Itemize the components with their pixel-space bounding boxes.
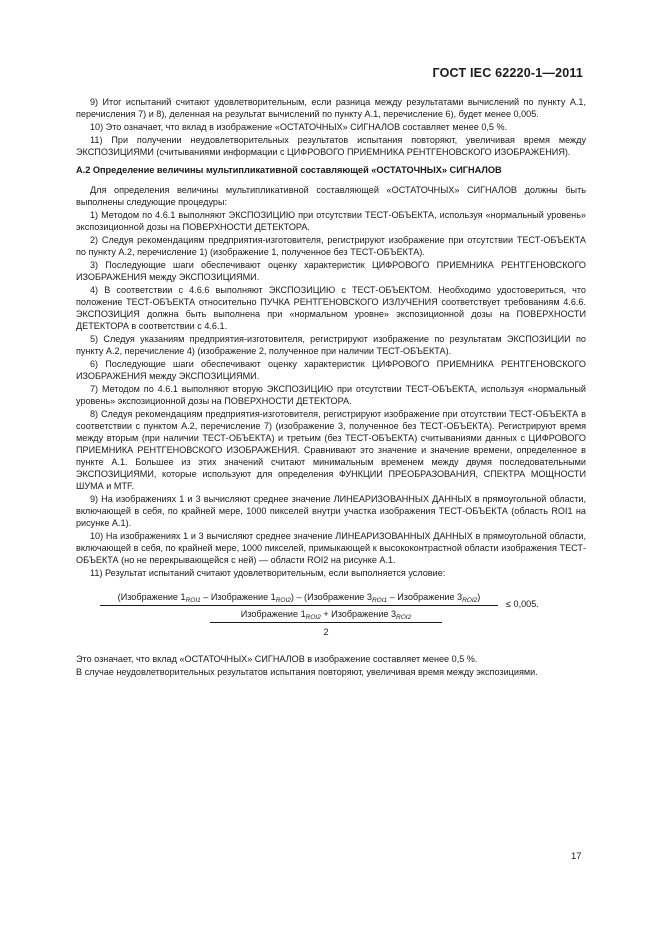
paragraph: Это означает, что вклад «ОСТАТОЧНЫХ» СИГНАЛОВ в изображение составляет менее 0,5 %. <box>76 654 478 664</box>
paragraph: 2) Следуя рекомендациям предприятия-изготовителя, регистрируют изображение при отсутствии ТЕСТ-ОБЪЕКТА по пункту А.2, перечисление 1) (изображение 1, полученное без ТЕСТ-ОБЪЕКТА). <box>76 235 586 257</box>
paragraph: 9) Итог испытаний считают удовлетворительным, если разница между результатами вычислений по пункту А.1, перечисления 7) и 8), деленная на результат вычислений по пункту А.1, перечисление 6), будет менее 0,005. <box>76 97 586 119</box>
paragraph: 3) Последующие шаги обеспечивают оценку характеристик ЦИФРОВОГО ПРИЕМНИКА РЕНТГЕНОВСКОГО ИЗОБРАЖЕНИЯ между ЭКСПОЗИЦИЯМИ. <box>76 260 586 282</box>
residual-signal-formula <box>76 589 586 645</box>
paragraph: 6) Последующие шаги обеспечивают оценку характеристик ЦИФРОВОГО ПРИЕМНИКА РЕНТГЕНОВСКОГО ИЗОБРАЖЕНИЯ между ЭКСПОЗИЦИЯМИ. <box>76 359 586 381</box>
paragraph: 7) Методом по 4.6.1 выполняют вторую ЭКСПОЗИЦИЮ при отсутствии ТЕСТ-ОБЪЕКТА, используя «нормальный уровень» экспозиционной дозы на ПОВЕРХНОСТИ ДЕТЕКТОРА. <box>76 384 586 406</box>
paragraph: 11) При получении неудовлетворительных результатов испытания повторяют, увеличивая время между ЭКСПОЗИЦИЯМИ (считываниями информации с ЦИФРОВОГО ПРИЕМНИКА РЕНТГЕНОВСКОГО ИЗОБРАЖЕНИЯ). <box>76 135 586 157</box>
paragraph: 10) Это означает, что вклад в изображение «ОСТАТОЧНЫХ» СИГНАЛОВ составляет менее 0,5 %. <box>90 122 508 132</box>
paragraph: 1) Методом по 4.6.1 выполняют ЭКСПОЗИЦИЮ при отсутствии ТЕСТ-ОБЪЕКТА, используя «нормальный уровень» экспозиционной дозы на ПОВЕРХНОСТИ ДЕТЕКТОРА. <box>76 210 586 232</box>
paragraph: 9) На изображениях 1 и 3 вычисляют среднее значение ЛИНЕАРИЗОВАННЫХ ДАННЫХ в прямоугольной области, включающей в себя, по крайней мере, 1000 пикселей внутри участка изображения ТЕСТ-ОБЪЕКТА (область ROI1 на рисунке А.1). <box>76 494 586 528</box>
paragraph: Для определения величины мультипликативной составляющей «ОСТАТОЧНЫХ» СИГНАЛОВ должны быть выполнены следующие процедуры: <box>76 185 586 207</box>
formula-divisor: 2 <box>323 627 329 637</box>
paragraph: 4) В соответствии с 4.6.6 выполняют ЭКСПОЗИЦИЮ с ТЕСТ-ОБЪЕКТОМ. Необходимо удостовериться, что положение ТЕСТ-ОБЪЕКТА относительно ПУЧКА РЕНТГЕНОВСКОГО ИЗЛУЧЕНИЯ соответствует требованиям 4.6.6. ЭКСПОЗИЦИЯ должна быть выполнена при «нормальном уровне» экспозиционной дозы на ПОВЕРХНОСТИ ДЕТЕКТОРА в соответствии с 4.6.1. <box>76 285 586 331</box>
formula-fraction <box>100 591 498 638</box>
page-number: 17 <box>571 851 582 862</box>
paragraph: В случае неудовлетворительных результатов испытания повторяют, увеличивая время между экспозициями. <box>76 667 538 677</box>
paragraph: 10) На изображениях 1 и 3 вычисляют среднее значение ЛИНЕАРИЗОВАННЫХ ДАННЫХ в прямоугольной области, включающей в себя, по крайней мере, 1000 пикселей, примыкающей к высококонтрастной области изображения ТЕСТ-ОБЪЕКТА (но не перекрывающейся с ней) — области ROI2 на рисунке А.1. <box>76 531 586 565</box>
formula-numerator: (Изображение $1_{ROI1}$ – Изображение $1_{ROI2}$) – (Изображение $3_{ROI1}$ – Изображение $3_{ROI2}$) <box>100 591 498 606</box>
formula-denominator: Изображение $1_{ROI2}$ + Изображение $3_{ROI2}$ <box>210 606 442 623</box>
paragraph: 8) Следуя рекомендациям предприятия-изготовителя, регистрируют изображение при отсутствии ТЕСТ-ОБЪЕКТА в соответствии с пунктом А.2, перечисление 7) (изображение 3, полученное без ТЕСТ-ОБЪЕКТА). Регистрируют время между вторым (при наличии ТЕСТ-ОБЪЕКТА) и третьим (без ТЕСТ-ОБЪЕКТА) считываниями данных с ЦИФРОВОГО ПРИЕМНИКА РЕНТГЕНОВСКОГО ИЗОБРАЖЕНИЯ. Сравнивают это значение и значение времени, определенное в пункте А.1. Большее из этих значений считают минимальным временем между двумя последовательными ЭКСПОЗИЦИЯМИ, которые используют для определения ФУНКЦИИ ПРЕОБРАЗОВАНИЯ, СПЕКТРА МОЩНОСТИ ШУМА и MTF. <box>76 409 586 491</box>
paragraph: 11) Результат испытаний считают удовлетворительным, если выполняется условие: <box>90 568 446 578</box>
formula-comparison: ≤ 0,005. <box>506 599 539 609</box>
document-body <box>76 96 586 679</box>
section-heading: А.2 Определение величины мультипликативной составляющей «ОСТАТОЧНЫХ» СИГНАЛОВ <box>76 165 502 175</box>
paragraph: 5) Следуя указаниям предприятия-изготовителя, регистрируют изображение по результатам ЭКСПОЗИЦИИ по пункту А.2, перечисление 4) (изображение 2, полученное при наличии ТЕСТ-ОБЪЕКТА). <box>76 334 586 356</box>
document-header: ГОСТ IEC 62220-1—2011 <box>432 66 583 80</box>
